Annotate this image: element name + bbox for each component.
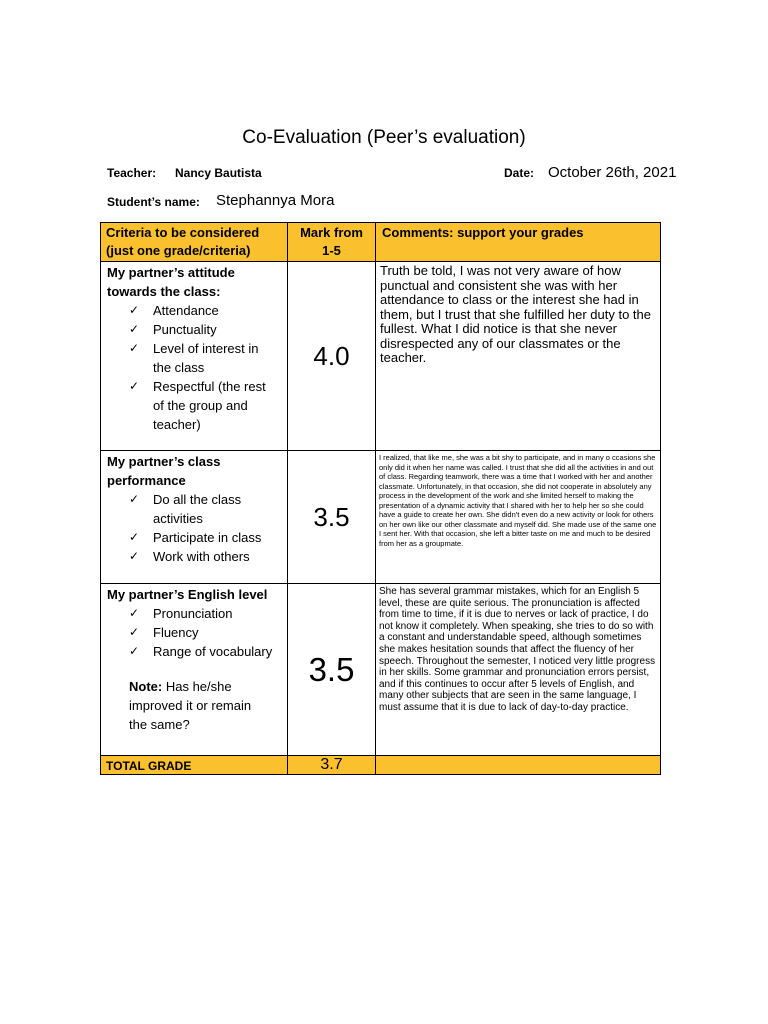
list-item (129, 528, 287, 547)
list-item (129, 604, 287, 623)
comments-header: Comments: support your grades (376, 223, 661, 262)
note (107, 677, 287, 734)
checkmark-icon: ✓ (129, 549, 140, 563)
list-item (129, 623, 287, 642)
criteria-list (107, 604, 287, 661)
checkmark-icon: ✓ (129, 606, 140, 620)
list-item (129, 301, 287, 320)
total-row (101, 756, 661, 775)
date-label: Date: (504, 166, 535, 180)
criteria-cell (101, 584, 288, 756)
list-item (129, 547, 287, 566)
list-item-label: Participate in class (153, 530, 262, 545)
table-row (101, 262, 661, 451)
note-text: Has he/she (165, 679, 232, 694)
evaluation-table (100, 222, 661, 775)
checkmark-icon: ✓ (129, 303, 140, 317)
total-value: 3.7 (288, 756, 376, 775)
criteria-heading: My partner’s English level (107, 587, 268, 602)
teacher-label: Teacher: (107, 166, 157, 180)
list-item (129, 339, 287, 377)
list-item-label: Pronunciation (153, 606, 233, 621)
list-item-label: teacher) (153, 417, 201, 432)
mark-header-line2: 1-5 (322, 243, 341, 258)
table-header-row (101, 223, 661, 262)
checkmark-icon: ✓ (129, 644, 140, 658)
list-item-label: activities (153, 511, 203, 526)
note-label: Note: (129, 679, 163, 694)
checkmark-icon: ✓ (129, 492, 140, 506)
checkmark-icon: ✓ (129, 322, 140, 336)
student-label: Student’s name: (107, 195, 200, 209)
list-item-label: the class (153, 360, 205, 375)
list-item-label: Respectful (the rest (153, 379, 266, 394)
mark-cell: 4.0 (288, 262, 376, 451)
list-item (129, 320, 287, 339)
list-item-label: Do all the class (153, 492, 242, 507)
checkmark-icon: ✓ (129, 530, 140, 544)
total-comment-cell (376, 756, 661, 775)
list-item-label: Work with others (153, 549, 250, 564)
teacher-name: Nancy Bautista (175, 166, 262, 180)
criteria-heading-line2: towards the class: (107, 284, 221, 299)
table-row (101, 584, 661, 756)
list-item (129, 490, 287, 528)
criteria-header (101, 223, 288, 262)
mark-cell: 3.5 (288, 451, 376, 584)
mark-header-line1: Mark from (300, 225, 363, 240)
checkmark-icon: ✓ (129, 625, 140, 639)
checkmark-icon: ✓ (129, 379, 140, 393)
list-item-label: Attendance (153, 303, 219, 318)
criteria-cell (101, 262, 288, 451)
total-label: TOTAL GRADE (101, 756, 288, 775)
criteria-list (107, 301, 287, 434)
criteria-heading-line1: My partner’s class (107, 454, 221, 469)
comment-cell: She has several grammar mistakes, which for an English 5 level, these are quite serious. The pronunciation is affected from time to time, if it is due to nerves or lack of practice, I do not know it completely. When speaking, she tries to do so with a constant and understandable speed, although sometimes she makes hesitation sounds that affect the fluency of her speech. Throughout the semester, I noticed very little progress in her skills. Some grammar and pronunciation errors persist, and if this continues to occur after 5 levels of English, and many other subjects that are seen in the same language, I must assume that it is due to lack of day-to-day practice. (376, 584, 661, 756)
comment-cell: Truth be told, I was not very aware of how punctual and consistent she was with her attendance to class or the interest she had in them, but I trust that she fulfilled her duty to the fullest. What I did notice is that she never disrespected any of our classmates or the teacher. (376, 262, 661, 451)
mark-cell: 3.5 (288, 584, 376, 756)
document-title: Co-Evaluation (Peer’s evaluation) (242, 127, 526, 148)
comment-cell: I realized, that like me, she was a bit shy to participate, and in many o ccasions she only did it when her name was called. I trust that she did all the activities in and out of class. Regarding teamwork, there was a time that I worked with her and another classmate. Unfortunately, in that occasion, she did not cooperate in absolutely any process in the development of the work and she limited herself to making the presentation of a dynamic activity that I shared with her to help her so she could have a guide to create her own. She didn't even do a new activity or look for others on her own like our other classmate and myself did. She made use of the same one I sent her. With that occasion, she left a bitter taste on me and much to be desired from her as a groupmate. (376, 451, 661, 584)
list-item (129, 642, 287, 661)
list-item-label: of the group and (153, 398, 248, 413)
criteria-header-line2: (just one grade/criteria) (106, 243, 251, 258)
note-text: improved it or remain (129, 698, 252, 713)
criteria-header-line1: Criteria to be considered (106, 225, 260, 240)
checkmark-icon: ✓ (129, 341, 140, 355)
date-value: October 26th, 2021 (548, 164, 677, 181)
criteria-list (107, 490, 287, 566)
criteria-heading-line2: performance (107, 473, 186, 488)
note-text: the same? (129, 717, 190, 732)
list-item-label: Range of vocabulary (153, 644, 273, 659)
criteria-heading-line1: My partner’s attitude (107, 265, 235, 280)
criteria-heading (107, 452, 287, 490)
mark-header (288, 223, 376, 262)
criteria-heading (107, 263, 287, 301)
table-row (101, 451, 661, 584)
list-item (129, 377, 287, 434)
criteria-cell (101, 451, 288, 584)
list-item-label: Punctuality (153, 322, 217, 337)
list-item-label: Fluency (153, 625, 199, 640)
student-name: Stephannya Mora (216, 192, 335, 209)
list-item-label: Level of interest in (153, 341, 259, 356)
